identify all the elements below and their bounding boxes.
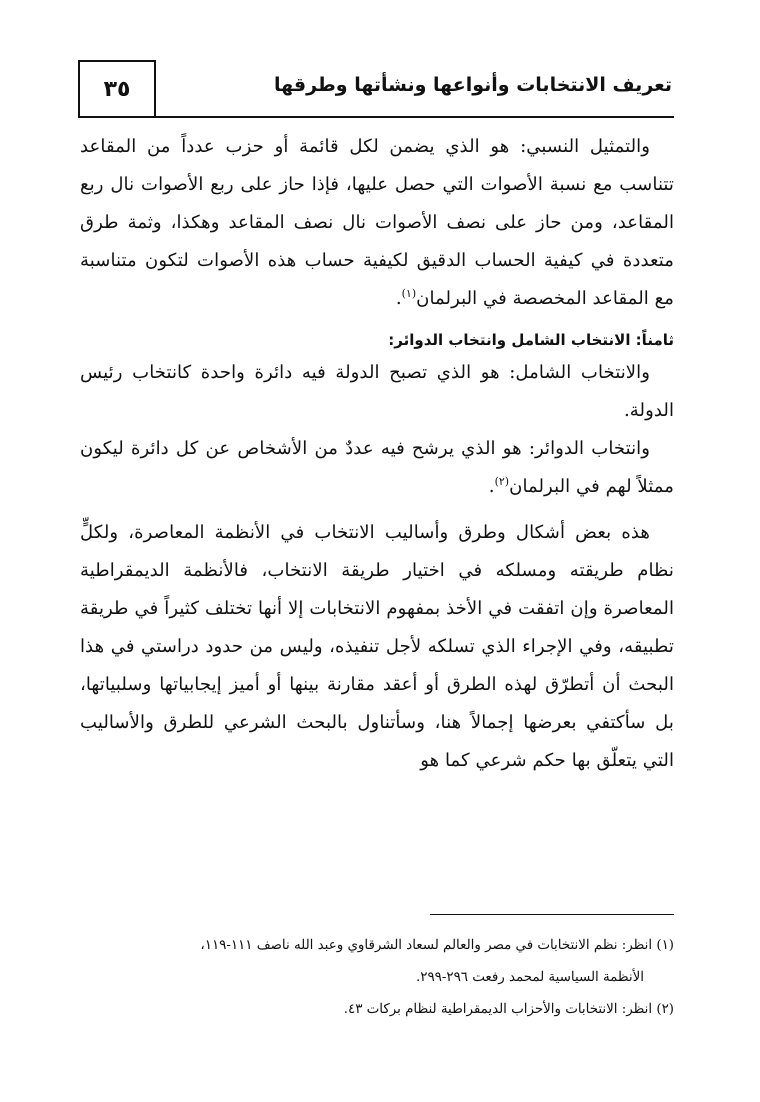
paragraph-text: والتمثيل النسبي: هو الذي يضمن لكل قائمة أو حزب عدداً من المقاعد تتناسب مع نسبة الأصوات التي حصل عليها، فإذا حاز على ربع الأصوات نال ربع المقاعد، ومن حاز على نصف الأصوات نال نصف المقاعد وهكذا، وثمة طرق متعددة في كيفية الحساب الدقيق لكيفية حساب هذه الأصوات لتكون متناسبة مع المقاعد المخصصة في البرلمان xyxy=(80,136,674,309)
chapter-title: تعريف الانتخابات وأنواعها ونشأتها وطرقها xyxy=(273,74,672,96)
paragraph-district-election xyxy=(80,430,674,506)
paragraph-proportional-representation xyxy=(80,128,674,318)
paragraph-text: وانتخاب الدوائر: هو الذي يرشح فيه عددٌ من الأشخاص عن كل دائرة ليكون ممثلاً لهم في البرلمان xyxy=(80,438,674,497)
footnote-ref-2: (٢) xyxy=(494,474,510,488)
main-text xyxy=(80,128,674,780)
footnotes xyxy=(80,930,674,1026)
footnote-1: (١) انظر: نظم الانتخابات في مصر والعالم لسعاد الشرقاوي وعبد الله ناصف ١١١-١١٩، xyxy=(200,938,674,953)
sentence-end: . xyxy=(395,288,402,309)
footnote-separator xyxy=(430,914,674,915)
footnote-1-continued: الأنظمة السياسية لمحمد رفعت ٢٩٦-٢٩٩. xyxy=(416,970,644,985)
paragraph-election-methods: هذه بعض أشكال وطرق وأساليب الانتخاب في الأنظمة المعاصرة، ولكلٍّ نظام طريقته ومسلكه في اختيار طريقة الانتخاب، فالأنظمة الديمقراطية المعاصرة وإن اتفقت في الأخذ بمفهوم الانتخابات إلا أنها تختلف كثيراً في طريقة تطبيقه، وفي الإجراء الذي تسلكه لأجل تنفيذه، وليس من حدود دراستي في هذا البحث أن أتطرّق لهذه الطرق أو أعقد مقارنة بينها أو أميز إيجابياتها وسلبياتها، بل سأكتفي بعرضها إجمالاً هنا، وسأتناول بالبحث الشرعي للطرق والأساليب التي يتعلّق بها حكم شرعي كما هو xyxy=(80,522,674,771)
footnote-ref-1: (١) xyxy=(401,286,417,300)
sentence-end: . xyxy=(488,476,495,497)
page-number: ٣٥ xyxy=(103,76,131,102)
page-number-box xyxy=(78,60,156,116)
running-header xyxy=(78,60,674,118)
paragraph-general-election: والانتخاب الشامل: هو الذي تصبح الدولة فيه دائرة واحدة كانتخاب رئيس الدولة. xyxy=(80,362,674,421)
section-heading: ثامناً: الانتخاب الشامل وانتخاب الدوائر: xyxy=(388,331,674,349)
footnote-2: (٢) انظر: الانتخابات والأحزاب الديمقراطية لنظام بركات ٤٣. xyxy=(343,1002,674,1017)
